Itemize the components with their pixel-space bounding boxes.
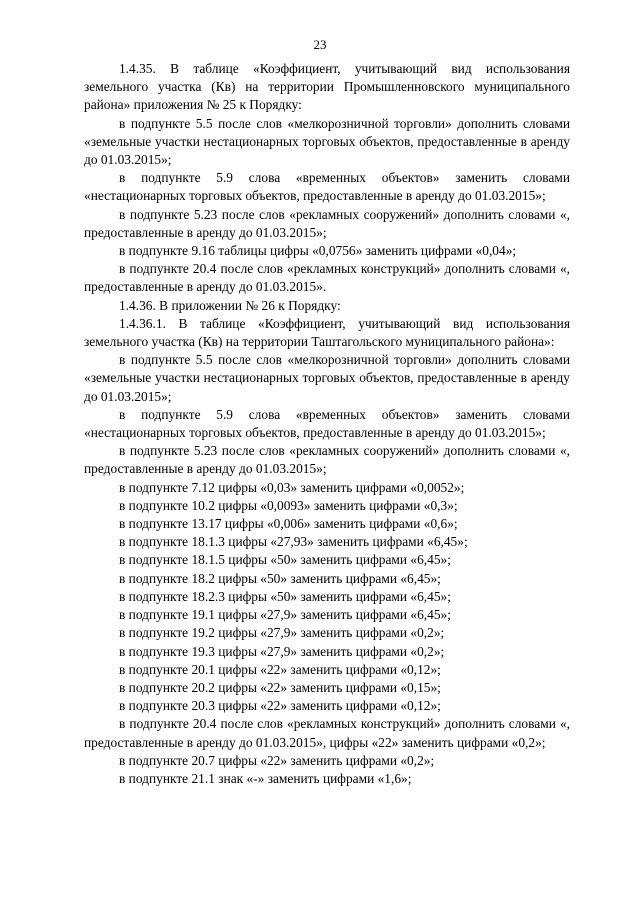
paragraph: в подпункте 20.4 после слов «рекламных конструкций» дополнить словами «, предоставленные в аренду до 01.03.2015». — [84, 261, 570, 295]
paragraph: в подпункте 21.1 знак «-» заменить цифрами «1,6»; — [119, 770, 412, 786]
paragraph: в подпункте 19.2 цифры «27,9» заменить цифрами «0,2»; — [119, 625, 445, 641]
paragraph: в подпункте 20.2 цифры «22» заменить цифрами «0,15»; — [119, 679, 441, 695]
paragraph: в подпункте 20.4 после слов «рекламных конструкций» дополнить словами «, предоставленные в аренду до 01.03.2015», цифры «22» заменить цифрами «0,2»; — [84, 716, 570, 750]
paragraph: в подпункте 5.9 слова «временных объектов» заменить словами «нестационарных торговых объектов, предоставленные в аренду до 01.03.2015»; — [84, 170, 570, 204]
paragraph: в подпункте 18.2 цифры «50» заменить цифрами «6,45»; — [119, 570, 441, 586]
paragraph: в подпункте 5.23 после слов «рекламных сооружений» дополнить словами «, предоставленные в аренду до 01.03.2015»; — [84, 443, 570, 477]
paragraph-1-4-35-heading: 1.4.35. В таблице «Коэффициент, учитывающий вид использования земельного участка (Кв) на территории Промышленновского муниципального района» приложения № 25 к Порядку: — [84, 61, 570, 113]
paragraph-1-4-36-heading: 1.4.36. В приложении № 26 к Порядку: — [119, 297, 341, 313]
paragraph: в подпункте 18.1.5 цифры «50» заменить цифрами «6,45»; — [119, 552, 451, 568]
paragraph: в подпункте 13.17 цифры «0,006» заменить цифрами «0,6»; — [119, 516, 458, 532]
paragraph: в подпункте 5.5 после слов «мелкорозничной торговли» дополнить словами «земельные участки нестационарных торговых объектов, предоставленные в аренду до 01.03.2015»; — [84, 115, 570, 168]
paragraph-1-4-36-1-heading: 1.4.36.1. В таблице «Коэффициент, учитывающий вид использования земельного участка (Кв) на территории Таштагольского муниципального района»: — [84, 315, 570, 350]
paragraph: в подпункте 18.1.3 цифры «27,93» заменить цифрами «6,45»; — [119, 534, 468, 550]
paragraph: в подпункте 5.5 после слов «мелкорозничной торговли» дополнить словами «земельные участки нестационарных торговых объектов, предоставленные в аренду до 01.03.2015»; — [84, 352, 570, 404]
document-body — [84, 60, 570, 788]
paragraph: в подпункте 19.3 цифры «27,9» заменить цифрами «0,2»; — [119, 643, 445, 659]
paragraph: в подпункте 10.2 цифры «0,0093» заменить цифрами «0,3»; — [119, 497, 458, 513]
paragraph: в подпункте 20.3 цифры «22» заменить цифрами «0,12»; — [119, 698, 441, 714]
paragraph: в подпункте 18.2.3 цифры «50» заменить цифрами «6,45»; — [119, 588, 451, 604]
paragraph: в подпункте 20.7 цифры «22» заменить цифрами «0,2»; — [119, 752, 435, 768]
paragraph: в подпункте 5.23 после слов «рекламных сооружений» дополнить словами «, предоставленные в аренду до 01.03.2015»; — [84, 206, 570, 240]
paragraph: в подпункте 7.12 цифры «0,03» заменить цифрами «0,0052»; — [119, 479, 465, 495]
paragraph: в подпункте 9.16 таблицы цифры «0,0756» заменить цифрами «0,04»; — [119, 243, 517, 259]
paragraph: в подпункте 5.9 слова «временных объектов» заменить словами «нестационарных торговых объектов, предоставленные в аренду до 01.03.2015»; — [84, 406, 570, 441]
paragraph: в подпункте 19.1 цифры «27,9» заменить цифрами «6,45»; — [119, 607, 451, 623]
paragraph: в подпункте 20.1 цифры «22» заменить цифрами «0,12»; — [119, 661, 441, 677]
page-number: 23 — [313, 37, 327, 52]
